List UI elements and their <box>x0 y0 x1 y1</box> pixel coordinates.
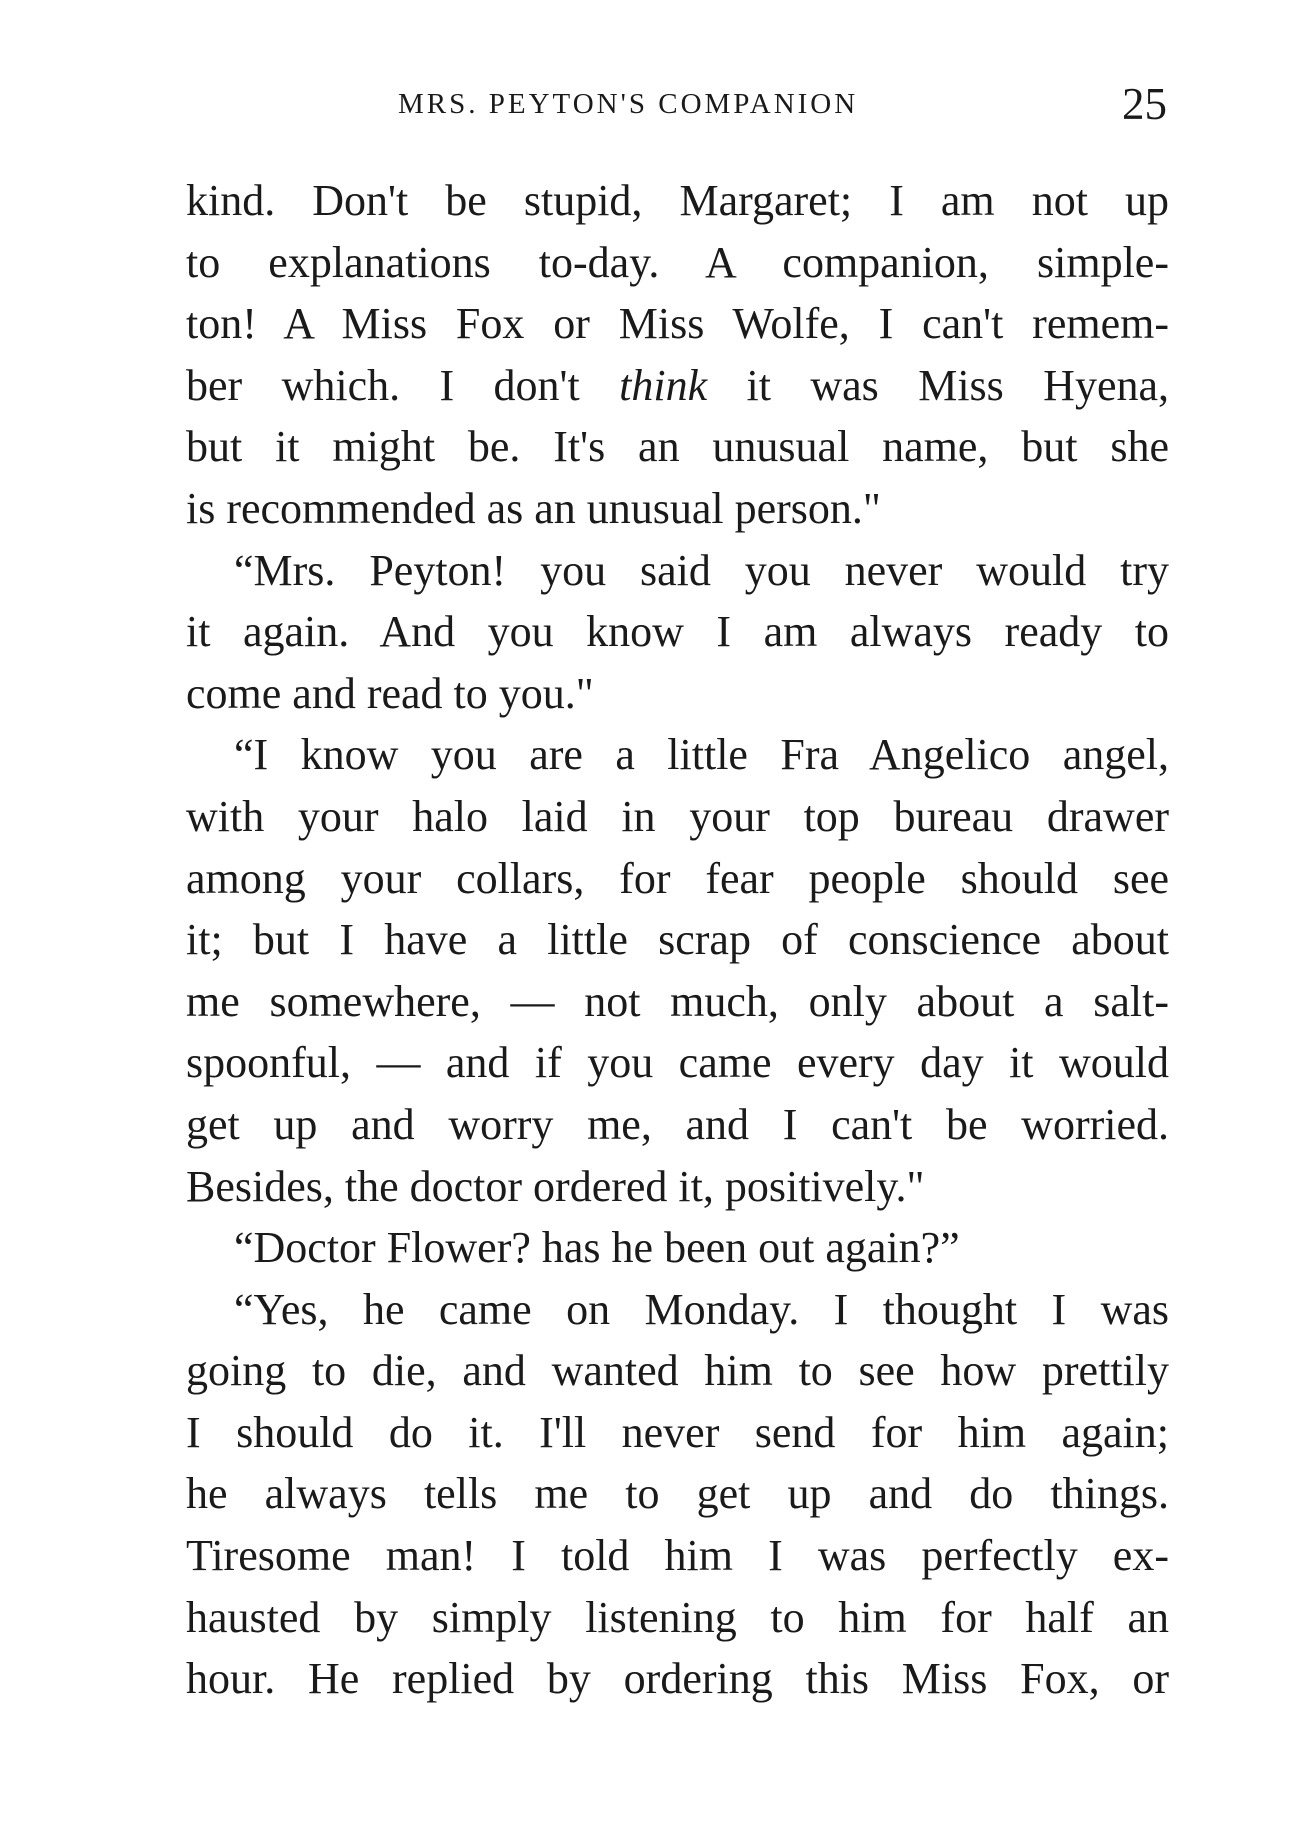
text-line: it again. And you know I am always ready to <box>186 607 1169 657</box>
text-line: Tiresome man! I told him I was perfectly ex- <box>186 1531 1169 1581</box>
text-line: me somewhere, — not much, only about a salt- <box>186 976 1169 1026</box>
text-line: I should do it. I'll never send for him again; <box>186 1407 1169 1457</box>
text-line: to explanations to-day. A companion, simple- <box>186 237 1169 287</box>
text-line: ton! A Miss Fox or Miss Wolfe, I can't remem- <box>186 299 1169 349</box>
text-line: it; but I have a little scrap of conscience about <box>186 915 1169 965</box>
text-line: “Doctor Flower? has he been out again?” <box>234 1223 960 1273</box>
text-segment: it was Miss Hyena, <box>746 360 1170 410</box>
text-line: hausted by simply listening to him for half an <box>186 1592 1169 1642</box>
text-line: with your halo laid in your top bureau drawer <box>186 791 1169 841</box>
text-line: going to die, and wanted him to see how prettily <box>186 1346 1169 1396</box>
text-line: get up and worry me, and I can't be worried. <box>186 1099 1169 1149</box>
text-line: kind. Don't be stupid, Margaret; I am not up <box>186 176 1169 225</box>
running-header <box>0 78 1312 128</box>
text-line <box>186 355 1169 417</box>
text-line: “I know you are a little Fra Angelico angel, <box>234 730 1169 780</box>
text-line: come and read to you." <box>186 668 594 718</box>
text-line: Besides, the doctor ordered it, positively." <box>186 1161 925 1211</box>
text-line: “Mrs. Peyton! you said you never would try <box>234 545 1169 595</box>
text-line: he always tells me to get up and do things. <box>186 1469 1169 1519</box>
text-line: but it might be. It's an unusual name, but she <box>186 422 1169 472</box>
italic-emphasis: think <box>619 360 708 410</box>
text-line: “Yes, he came on Monday. I thought I was <box>234 1284 1169 1334</box>
text-line: hour. He replied by ordering this Miss Fox, or <box>186 1654 1169 1704</box>
text-segment: ber which. I don't <box>186 360 580 410</box>
text-line: among your collars, for fear people should see <box>186 853 1169 903</box>
text-line: is recommended as an unusual person." <box>186 483 881 533</box>
running-title: MRS. PEYTON'S COMPANION <box>398 88 859 120</box>
page-number: 25 <box>1122 79 1167 129</box>
body-text <box>186 170 1169 1710</box>
text-line: spoonful, — and if you came every day it would <box>186 1038 1169 1088</box>
